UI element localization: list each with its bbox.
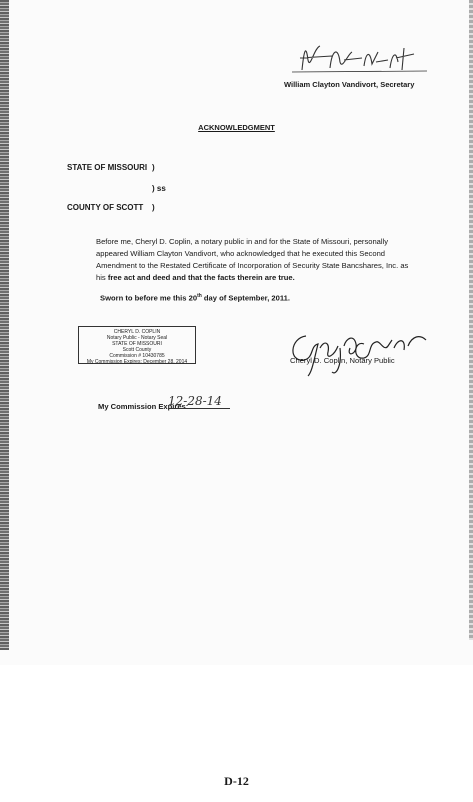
sworn-sup: th [197, 293, 202, 299]
sworn-line [100, 293, 290, 303]
venue-county: COUNTY OF SCOTT [67, 203, 144, 212]
seal-line: STATE OF MISSOURI [112, 341, 162, 347]
venue-ss: ) ss [152, 184, 166, 193]
notary-seal-stamp [78, 326, 196, 364]
venue-state: STATE OF MISSOURI [67, 163, 148, 172]
seal-line: Commission # 10430785 [109, 353, 165, 359]
paragraph-text: Before me, Cheryl D. Coplin, a notary public in and for the State of Missouri, personally appeared William Clayton Vandivort, who acknowledged that he executed this Second Amendment to the Restated Certificate of Incorporation of Security State Bancshares, Inc. as his [96, 237, 409, 282]
page-number: D-12 [224, 774, 249, 788]
scan-edge-left [0, 0, 9, 650]
seal-line: Scott County [122, 347, 152, 353]
venue-paren-1: ) [152, 163, 155, 172]
notary-name-title: Cheryl D. Coplin, Notary Public [290, 356, 395, 365]
sworn-text-b: day of September, 2011. [201, 293, 291, 303]
commission-expiry-handwritten: 12-28-14 [168, 394, 230, 409]
commission-label: My Commission Expires: [98, 402, 189, 411]
seal-line: CHERYL D. COPLIN [113, 329, 161, 335]
secretary-signature [292, 40, 432, 76]
paragraph-bold-text: free act and deed and that the facts therein are true. [107, 273, 295, 282]
acknowledgment-paragraph [96, 236, 418, 284]
secretary-name-title: William Clayton Vandivort, Secretary [284, 80, 415, 89]
sworn-text-a: Sworn to before me this 20 [100, 293, 198, 303]
notary-signature [284, 326, 434, 378]
seal-line: Notary Public - Notary Seal [106, 335, 168, 341]
seal-line: My Commission Expires: December 28, 2014 [86, 359, 188, 365]
venue-paren-3: ) [152, 203, 155, 212]
scan-edge-right [469, 0, 473, 640]
acknowledgment-heading: ACKNOWLEDGMENT [198, 123, 275, 132]
